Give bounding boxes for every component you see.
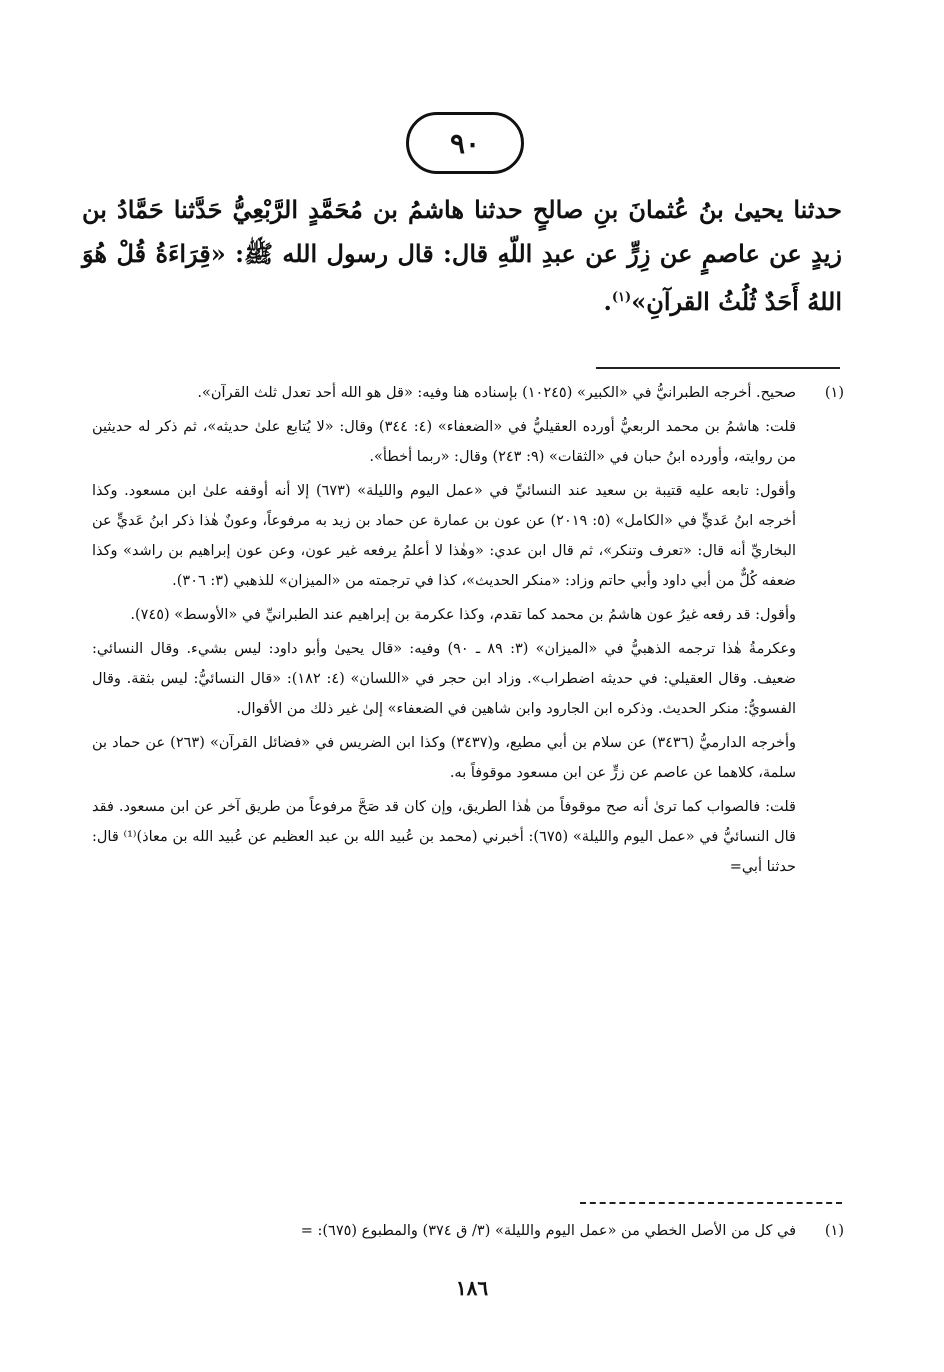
hadith-body: حدثنا يحيىٰ بنُ عُثمانَ بنِ صالحٍ حدثنا هاشمُ بن مُحَمَّدٍ الرَّبْعِيُّ حَدَّثنا حَمَّادُ بن زيدٍ عن عاصمٍ عن زِرٍّ عن عبدِ اللّهِ قال: قال رسول الله ﷺ: «قِرَاءَةُ قُلْ هُوَ اللهُ أَحَدٌ ثُلُثُ القرآنِ» <box>82 195 842 316</box>
footnote-divider <box>596 367 840 369</box>
footnote-reference: (١) <box>611 290 632 305</box>
hadith-end: . <box>603 287 612 316</box>
footnote-paragraph: صحيح. أخرجه الطبرانيُّ في «الكبير» (١٠٢٤٥) بإسناده هنا وفيه: «قل هو الله أحد تعدل ثلث القرآن». <box>197 385 796 401</box>
footnote <box>92 378 844 886</box>
sub-footnote-divider <box>580 1202 842 1204</box>
footnote-paragraph: وأقول: قد رفعه غيرُ عون هاشمُ بن محمد كما تقدم، وكذا عكرمة بن إبراهيم عند الطبرانيِّ في «الأوسط» (٧٤٥). <box>130 607 796 623</box>
footnote-paragraph: قلت: فالصواب كما ترىٰ أنه صح موقوفاً من هٰذا الطريق، وإن كان قد صَحَّ مرفوعاً من طريق آخر عن ابن مسعود. فقد قال النسائيُّ في «عمل اليوم والليلة» (٦٧٥): أخبرني (محمد بن عُبيد الله بن عبد العظيم عن عُبيد الله بن معاذ)⁽¹⁾ قال: حدثنا أبي= <box>92 799 796 875</box>
hadith-number-badge <box>406 112 524 174</box>
sub-footnote-number: (١) <box>824 1223 844 1239</box>
footnote-paragraph: قلت: هاشمُ بن محمد الربعيُّ أورده العقيليُّ في «الضعفاء» (٤: ٣٤٤) وقال: «لا يُتابع علىٰ حديثه»، ثم ذكر له حديثين من روايته، وأورده ابنُ حبان في «الثقات» (٩: ٢٤٣) وقال: «ربما أخطأ». <box>92 419 796 465</box>
hadith-paragraph <box>82 188 842 324</box>
footnote-paragraph: وأقول: تابعه عليه قتيبة بن سعيد عند النسائيِّ في «عمل اليوم والليلة» (٦٧٣) إلا أنه أوقفه علىٰ ابن مسعود. وكذا أخرجه ابنُ عَديٍّ في «الكامل» (٥: ٢٠١٩) عن عون بن عمارة عن حماد بن زيد به مرفوعاً، وعونٌ هٰذا ذكر ابنُ عَديٍّ عن البخاريِّ أنه قال: «تعرف وتنكر»، ثم قال ابن عدي: «وهٰذا لا أعلمُ يرفعه غير عون، وعن عون إبراهيم بن راشد» وكذا ضعفه كُلٌّ من أبي داود وأبي حاتم وزاد: «منكر الحديث»، كذا في ترجمته من «الميزان» للذهبي (٣: ٣٠٦). <box>92 483 796 589</box>
sub-footnote-text: في كل من الأصل الخطي من «عمل اليوم والليلة» (٣/ ق ٣٧٤) والمطبوع (٦٧٥): = <box>300 1223 796 1239</box>
sub-footnote <box>92 1216 844 1246</box>
footnote-paragraph: وعكرمةُ هٰذا ترجمه الذهبيُّ في «الميزان» (٣: ٨٩ ـ ٩٠) وفيه: «قال يحيىٰ وأبو داود: ليس بشيء. وقال النسائي: ضعيف. وقال العقيلي: في حديثه اضطراب». وزاد ابن حجر في «اللسان» (٤: ١٨٢): «قال النسائيُّ: ليس بثقة. وقال الفسويُّ: منكر الحديث. وذكره ابن الجارود وابن شاهين في الضعفاء» إلىٰ غير ذلك من الأقوال. <box>92 641 796 717</box>
footnote-number: (١) <box>824 385 844 401</box>
footnote-body <box>92 378 796 886</box>
hadith-text <box>82 188 842 324</box>
page-number: ١٨٦ <box>455 1276 489 1300</box>
footnotes-section <box>92 378 844 886</box>
footnote-paragraph: وأخرجه الدارميُّ (٣٤٣٦) عن سلام بن أبي مطيع، و(٣٤٣٧) وكذا ابن الضريس في «فضائل القرآن» (٢٦٣) عن حماد بن سلمة، كلاهما عن عاصم عن زرٍّ عن ابن مسعود موقوفاً به. <box>92 735 796 781</box>
hadith-number: ٩٠ <box>449 126 481 160</box>
